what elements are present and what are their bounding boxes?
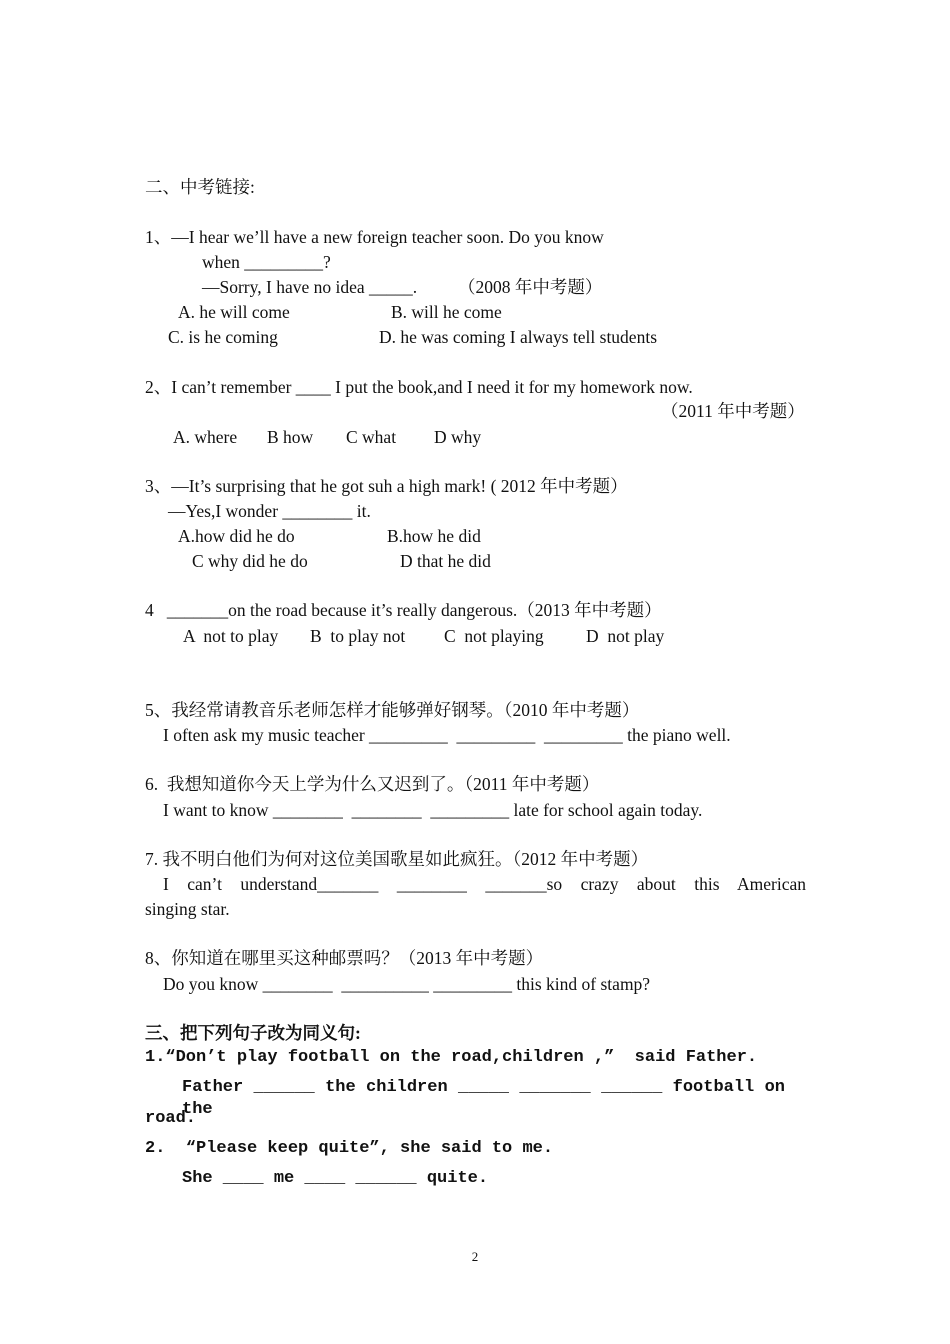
s1-line1: 1.“Don’t play football on the road,children ,” said Father. (145, 1048, 758, 1067)
q1-line1: 1、—I hear we’ll have a new foreign teacher soon. Do you know (145, 227, 604, 247)
q5-line1: 5、我经常请教音乐老师怎样才能够弹好钢琴。（2010 年中考题） (145, 700, 640, 720)
q1-option-d: D. he was coming I always tell students (379, 327, 658, 347)
q7-line1: 7. 我不明白他们为何对这位美国歌星如此疯狂。（2012 年中考题） (145, 849, 649, 869)
q8-line2: Do you know ________ __________ _________ this kind of stamp? (163, 974, 651, 994)
q8-line1: 8、你知道在哪里买这种邮票吗？（2013 年中考题） (145, 948, 544, 968)
q3-option-b: B.how he did (387, 526, 481, 546)
q2-year: （2011 年中考题） (661, 401, 805, 421)
q1-option-a: A. he will come (178, 302, 290, 322)
q3-option-c: C why did he do (192, 551, 308, 571)
s1-line2: Father ______ the children _____ _______ ______ football on the (182, 1078, 785, 1119)
section-heading: 二、中考链接: (145, 177, 255, 197)
q3-line2: —Yes,I wonder ________ it. (168, 501, 371, 521)
q6-line2: I want to know ________ ________ _________ late for school again today. (163, 800, 703, 820)
page-number: 2 (471, 1249, 479, 1264)
q1-option-c: C. is he coming (168, 327, 278, 347)
q5-line2: I often ask my music teacher _________ _________ _________ the piano well. (163, 725, 731, 745)
q4-option-a: A not to play (183, 626, 279, 646)
q1-line3: —Sorry, I have no idea _____. (202, 277, 418, 297)
q2-option-d: D why (434, 427, 482, 447)
q4-line1: 4 _______on the road because it’s really dangerous.（2013 年中考题） (145, 600, 662, 620)
q3-option-d: D that he did (400, 551, 491, 571)
q3-line1: 3、—It’s surprising that he got suh a high mark! ( 2012 年中考题） (145, 476, 628, 496)
s2-line2: She ____ me ____ ______ quite. (182, 1169, 489, 1188)
q1-line2: when _________? (202, 252, 331, 272)
q4-option-d: D not play (586, 626, 665, 646)
s2-line1: 2. “Please keep quite”, she said to me. (145, 1139, 554, 1158)
s1-line3: road. (145, 1109, 197, 1128)
q7-line2: I can’t understand_______ ________ _______so crazy about this American (163, 874, 806, 894)
q2-option-a: A. where (173, 427, 238, 447)
q4-option-b: B to play not (310, 626, 406, 646)
q4-option-c: C not playing (444, 626, 544, 646)
q7-line3: singing star. (145, 899, 230, 919)
section-heading: 三、把下列句子改为同义句: (145, 1023, 361, 1043)
q3-option-a: A.how did he do (178, 526, 295, 546)
q1-year: （2008 年中考题） (458, 277, 603, 297)
q2-option-c: C what (346, 427, 397, 447)
q1-option-b: B. will he come (391, 302, 502, 322)
q6-line1: 6. 我想知道你今天上学为什么又迟到了。（2011 年中考题） (145, 774, 600, 794)
q2-option-b: B how (267, 427, 314, 447)
q2-line1: 2、I can’t remember ____ I put the book,and I need it for my homework now. (145, 377, 693, 397)
